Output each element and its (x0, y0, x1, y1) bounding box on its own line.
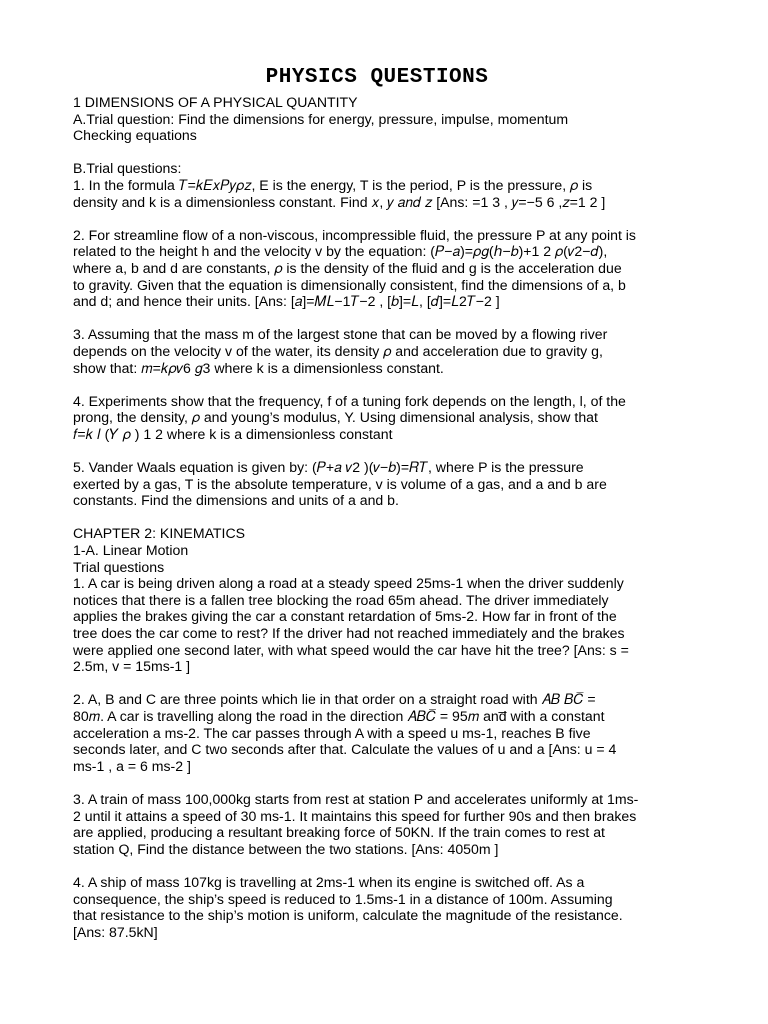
text-line: seconds later, and C two seconds after that. Calculate the values of u and a [Ans: u = 4 (73, 741, 617, 758)
text-line: 2 until it attains a speed of 30 ms-1. It maintains this speed for further 90s and then brakes (73, 807, 637, 824)
question-4 (73, 393, 695, 443)
subheading: Trial questions (73, 558, 165, 575)
text-line: 3. A train of mass 100,000kg starts from rest at station P and accelerates uniformly at 1ms- (73, 790, 639, 807)
question-5 (73, 459, 695, 509)
text-line: depends on the velocity v of the water, its density 𝜌 and acceleration due to gravity g, (73, 342, 603, 359)
section-1-intro (73, 94, 695, 144)
chapter-heading: CHAPTER 2: KINEMATICS (73, 525, 246, 542)
text-line: constants. Find the dimensions and units of a and b. (73, 492, 399, 509)
page-title: PHYSICS QUESTIONS (265, 66, 489, 89)
kinematics-question-3 (73, 791, 695, 857)
text-line: 2.5m, v = 15ms-1 ] (73, 658, 191, 675)
question-2 (73, 227, 695, 310)
question-3 (73, 326, 695, 376)
text-line: acceleration a ms-2. The car passes through A with a speed u ms-1, reaches B five (73, 724, 591, 741)
text-line: 4. A ship of mass 107kg is travelling at 2ms-1 when its engine is switched off. As a (73, 873, 585, 890)
text-line: 1. A car is being driven along a road at a steady speed 25ms-1 when the driver suddenly (73, 575, 624, 592)
text-line: applies the brakes giving the car a constant retardation of 5ms-2. How far in front of the (73, 608, 617, 625)
text-line: notices that there is a fallen tree blocking the road 65m ahead. The driver immediately (73, 591, 609, 608)
text-line: where a, b and d are constants, 𝜌 is the density of the fluid and g is the acceleration due (73, 259, 622, 276)
text-line: ms-1 , a = 6 ms-2 ] (73, 757, 191, 774)
text-line: are applied, producing a resultant breaking force of 50KN. If the train comes to rest at (73, 824, 605, 841)
text-line: 2. For streamline flow of a non-viscous, incompressible fluid, the pressure P at any point is (73, 226, 636, 243)
kinematics-question-2 (73, 691, 695, 774)
text-line: and d; and hence their units. [Ans: [𝑎]=𝑀𝐿−1𝑇−2 , [𝑏]=𝐿, [𝑑]=𝐿2𝑇−2 ] (73, 293, 500, 310)
question-b1 (73, 160, 695, 210)
chapter-2-kinematics (73, 525, 695, 674)
text-line: 4. Experiments show that the frequency, f of a tuning fork depends on the length, l, of the (73, 392, 626, 409)
text-line: 2. A, B and C are three points which lie in that order on a straight road with 𝐴𝐵 𝐵𝐶̅ = (73, 691, 596, 708)
text-line: [Ans: 87.5kN] (73, 923, 158, 940)
subheading: B.Trial questions: (73, 160, 182, 177)
text-line: exerted by a gas, T is the absolute temperature, v is volume of a gas, and a and b are (73, 475, 607, 492)
text-line: that resistance to the ship’s motion is uniform, calculate the magnitude of the resistance. (73, 907, 623, 924)
document-body (73, 94, 695, 940)
subheading: 1-A. Linear Motion (73, 542, 189, 559)
text-line: 1. In the formula 𝑇=𝑘𝐸𝑥𝑃𝑦𝜌𝑧, E is the energy, T is the period, P is the pressure, 𝜌 is (73, 176, 593, 193)
subheading: Checking equations (73, 127, 197, 144)
text-line: station Q, Find the distance between the two stations. [Ans: 4050m ] (73, 840, 499, 857)
text-line: 5. Vander Waals equation is given by: (𝑃+𝑎 𝑣2 )(𝑣−𝑏)=𝑅𝑇, where P is the pressure (73, 459, 584, 476)
text-line: prong, the density, 𝜌 and young’s modulus, Y. Using dimensional analysis, show that (73, 409, 598, 426)
text-line: were applied one second later, with what speed would the car have hit the tree? [Ans: s = (73, 641, 629, 658)
text-line: A.Trial question: Find the dimensions for energy, pressure, impulse, momentum (73, 110, 569, 127)
text-line: show that: 𝑚=𝑘𝜌𝑣6 𝑔3 where k is a dimensionless constant. (73, 359, 444, 376)
text-line: 3. Assuming that the mass m of the largest stone that can be moved by a flowing river (73, 326, 608, 343)
kinematics-question-4 (73, 874, 695, 940)
text-line: 80𝑚. A car is travelling along the road in the direction 𝐴𝐵𝐶̅ = 95𝑚 and̅ with a constant (73, 707, 605, 724)
text-line: consequence, the ship’s speed is reduced to 1.5ms-1 in a distance of 100m. Assuming (73, 890, 613, 907)
text-line: related to the height h and the velocity v by the equation: (𝑃−𝑎)=𝜌𝑔(ℎ−𝑏)+1 2 𝜌(𝑣2−𝑑), (73, 243, 608, 260)
text-line: density and k is a dimensionless constant. Find 𝑥, 𝑦 𝑎𝑛𝑑 𝑧 [Ans: =1 3 , 𝑦=−5 6 ,𝑧=1 2 ] (73, 193, 606, 210)
section-heading: 1 DIMENSIONS OF A PHYSICAL QUANTITY (73, 94, 358, 110)
text-line: 𝑓=𝑘 𝑙 (𝑌 𝜌 ) 1 2 where k is a dimensionless constant (73, 425, 393, 442)
text-line: to gravity. Given that the equation is dimensionally consistent, find the dimensions of a, b (73, 276, 626, 293)
text-line: tree does the car come to rest? If the driver had not reached immediately and the brakes (73, 625, 625, 641)
